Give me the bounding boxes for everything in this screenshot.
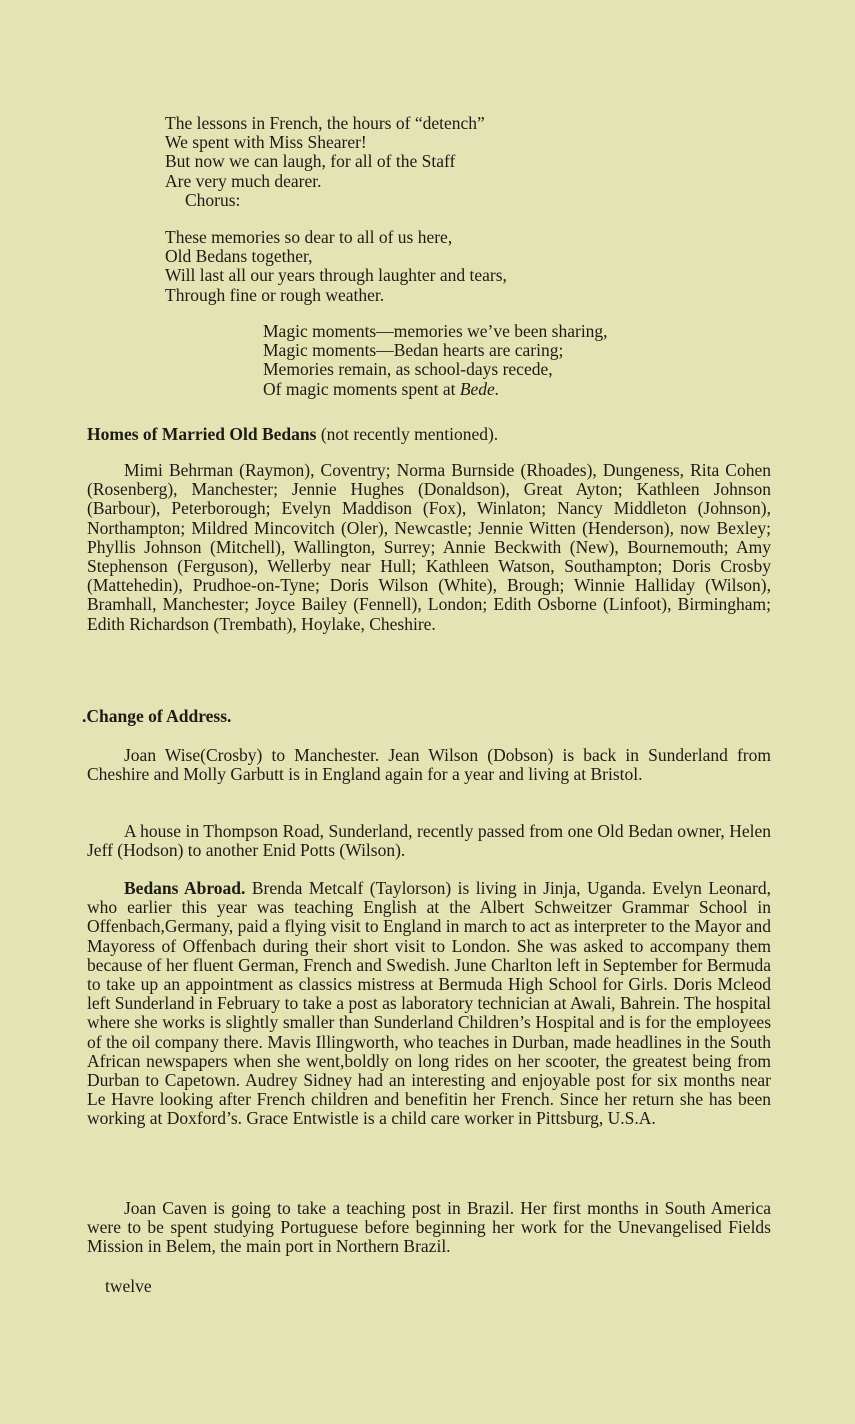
poem-line: Old Bedans together, [165, 246, 313, 267]
poem-line: Will last all our years through laughter and tears, [165, 265, 507, 286]
change-heading-bold: .Change of Address. [82, 706, 232, 726]
poem-line: Magic moments—Bedan hearts are caring; [263, 340, 564, 361]
poem-line-text: Of magic moments spent at [263, 378, 460, 399]
poem-line: These memories so dear to all of us here, [165, 227, 453, 247]
bedans-abroad-text: Brenda Metcalf (Taylorson) is living in Jinja, Uganda. Evelyn Leonard, who earlier this year was teaching English at the Albert Schweitzer Grammar School in Offenbach,Germany, paid a flying visit to England in march to act as interpreter to the Mayor and Mayoress of Offenbach during their short visit to London. She was asked to accompany them because of her fluent German, French and Swedish. June Charlton left in September for Bermuda to take up an appointment as classics mistress at Bermuda High School for Girls. Doris Mcleod left Sunderland in February to take a post as laboratory technician at Awali, Bahrein. The hospital where she works is slightly smaller than Sunderland Children’s Hospital and is for the employees of the oil company there. Mavis Illingworth, who teaches in Durban, made headlines in the South African newspapers when she went,boldly on long rides on her scooter, the greatest being from Durban to Capetown. Audrey Sidney had an interesting and enjoyable post for six months near Le Havre looking after French children and benefitin her French. Since her return she has been working at Doxford’s. Grace Entwistle is a child care worker in Pittsburg, U.S.A. [87, 878, 771, 1129]
poem-line: We spent with Miss Shearer! [165, 132, 367, 153]
homes-heading-rest: (not recently mentioned). [316, 424, 499, 444]
chorus-label: Chorus: [185, 189, 241, 210]
joan-caven-paragraph: Joan Caven is going to take a teaching post in Brazil. Her first months in South America were to be spent studying Portuguese before beginning her work for the Unevangelised Fields Mission in Belem, the main port in Northern Brazil. [87, 1198, 771, 1257]
bedans-abroad-paragraph [87, 879, 771, 1129]
change-paragraph-1: Joan Wise(Crosby) to Manchester. Jean Wilson (Dobson) is back in Sunderland from Cheshire and Molly Garbutt is in England again for a year and living at Bristol. [87, 745, 771, 785]
poem-line: But now we can laugh, for all of the Staff [165, 151, 456, 172]
page-number: twelve [105, 1276, 152, 1296]
poem-line: The lessons in French, the hours of “detench” [165, 113, 485, 133]
homes-heading [87, 425, 498, 444]
bede-italic: Bede. [459, 378, 500, 399]
poem-line: Through fine or rough weather. [165, 284, 385, 305]
poem-line [263, 380, 823, 399]
change-paragraph-2: A house in Thompson Road, Sunderland, recently passed from one Old Bedan owner, Helen Jeff (Hodson) to another Enid Potts (Wilson). [87, 821, 771, 861]
bedans-abroad-lead: Bedans Abroad. [124, 878, 246, 898]
poem-chorus [263, 322, 823, 399]
poem-line: Memories remain, as school-days recede, [263, 359, 553, 380]
homes-paragraph: Mimi Behrman (Raymon), Coventry; Norma Burnside (Rhoades), Dungeness, Rita Cohen (Rosenberg), Manchester; Jennie Hughes (Donaldson), Great Ayton; Kathleen Johnson (Barbour), Peterborough; Evelyn Maddison (Fox), Winlaton; Nancy Middleton (Johnson), Northampton; Mildred Mincovitch (Oler), Newcastle; Jennie Witten (Henderson), now Bexley; Phyllis Johnson (Mitchell), Wallington, Surrey; Annie Beckwith (New), Bournemouth; Amy Stephenson (Ferguson), Wellerby near Hull; Kathleen Watson, Southampton; Doris Crosby (Mattehedin), Prudhoe-on-Tyne; Doris Wilson (White), Brough; Winnie Halliday (Wilson), Bramhall, Manchester; Joyce Bailey (Fennell), London; Edith Osborne (Linfoot), Birmingham; Edith Richardson (Trembath), Hoylake, Cheshire. [87, 460, 771, 634]
poem-stanza-2 [165, 228, 725, 305]
homes-heading-bold: Homes of Married Old Bedans [87, 424, 317, 444]
poem-line: Are very much dearer. [165, 170, 322, 191]
poem-stanza-1 [165, 114, 725, 210]
change-of-address-heading [82, 707, 231, 726]
poem-line: Magic moments—memories we’ve been sharing, [263, 321, 608, 341]
